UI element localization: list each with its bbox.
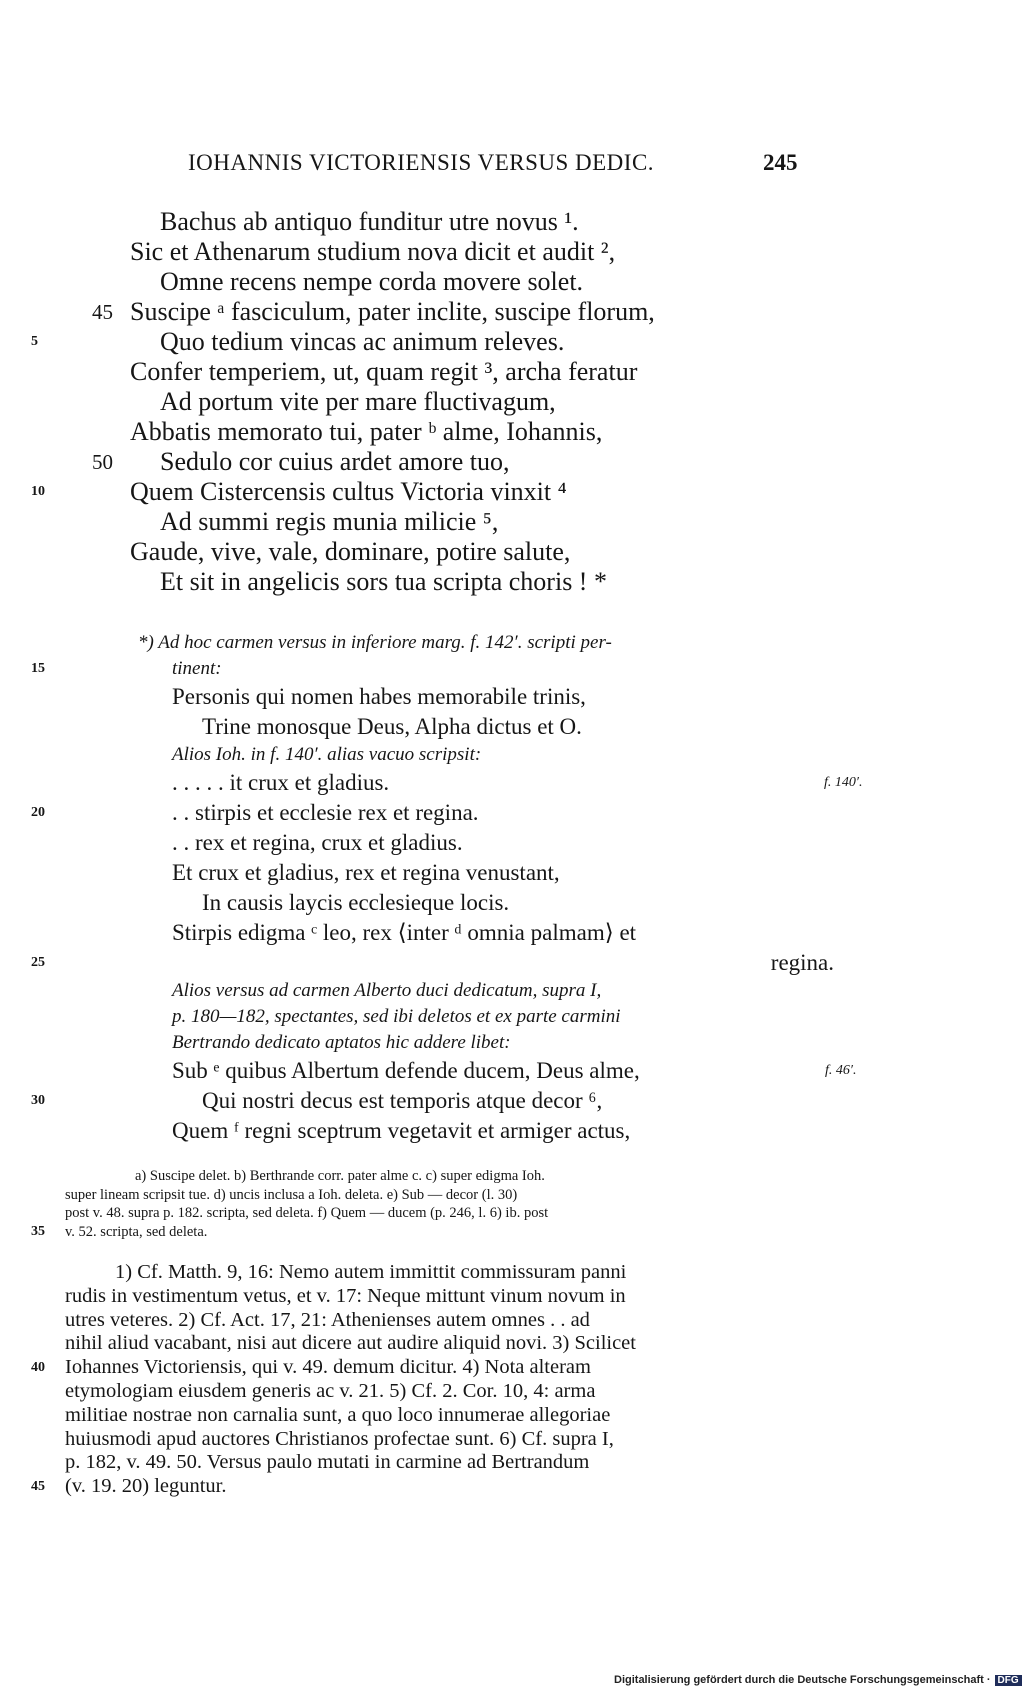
editor-note xyxy=(60,978,960,1004)
footnote-text: (v. 19. 20) leguntur. xyxy=(65,1475,227,1498)
verse-text: Qui nostri decus est temporis atque decor ⁶, xyxy=(202,1088,603,1113)
apparatus-text: v. 52. scripta, sed deleta. xyxy=(65,1223,208,1240)
editor-note xyxy=(60,1004,960,1030)
footnote-line xyxy=(60,1261,960,1285)
verse-text: . . . . . it crux et gladius. xyxy=(172,770,390,795)
verse-line xyxy=(60,357,960,387)
verse-number: 50 xyxy=(92,450,113,474)
verse-line xyxy=(60,712,960,742)
verse-line xyxy=(60,1116,960,1146)
footnote-line xyxy=(60,1380,960,1404)
footnote-line xyxy=(31,1356,960,1380)
apparatus-line xyxy=(31,1223,960,1242)
verse-line xyxy=(60,858,960,888)
side-line-number: 35 xyxy=(31,1223,45,1239)
footnote-text: 1) Cf. Matth. 9, 16: Nemo autem immittit commissuram panni xyxy=(115,1261,627,1283)
verse-text: Sedulo cor cuius ardet amore tuo, xyxy=(160,447,510,476)
side-line-number: 5 xyxy=(31,334,38,349)
verse-text: . . rex et regina, crux et gladius. xyxy=(172,830,463,855)
side-line-number: 40 xyxy=(31,1360,45,1376)
apparatus-line xyxy=(60,1167,960,1186)
verse-line xyxy=(31,327,960,357)
verse-text: Ad summi regis munia milicie ⁵, xyxy=(160,507,499,536)
verse-text: Quem ᶠ regni sceptrum vegetavit et armiger actus, xyxy=(172,1118,631,1143)
editor-note xyxy=(60,742,960,768)
verse-text: . . stirpis et ecclesie rex et regina. xyxy=(172,800,479,825)
verse-line xyxy=(60,417,960,447)
apparatus-line xyxy=(60,1186,960,1205)
verse-text: Suscipe ᵃ fasciculum, pater inclite, suscipe florum, xyxy=(130,297,655,326)
editor-note xyxy=(60,1030,960,1056)
side-line-number: 20 xyxy=(31,805,45,820)
footer-text: Digitalisierung gefördert durch die Deutsche Forschungsgemeinschaft · xyxy=(614,1674,991,1686)
note-text: tinent: xyxy=(172,658,222,679)
note-text: Bertrando dedicato aptatos hic addere libet: xyxy=(172,1032,511,1053)
editor-note xyxy=(60,630,960,656)
verse-text: Quem Cistercensis cultus Victoria vinxit ⁴ xyxy=(130,477,567,506)
verse-text: In causis laycis ecclesieque locis. xyxy=(202,890,510,915)
running-head: IOHANNIS VICTORIENSIS VERSUS DEDIC. xyxy=(188,150,655,175)
verse-text: Sub ᵉ quibus Albertum defende ducem, Deus alme, xyxy=(172,1058,640,1083)
verse-line xyxy=(31,1086,960,1116)
verse-line xyxy=(60,768,960,798)
footnote-text: militiae nostrae non carnalia sunt, a quo loco innumerae allegoriae xyxy=(65,1403,611,1426)
side-line-number: 45 xyxy=(31,1479,45,1495)
side-line-number: 25 xyxy=(31,955,45,970)
verse-text: Et crux et gladius, rex et regina venustant, xyxy=(172,860,560,885)
verse-text: Gaude, vive, vale, dominare, potire salute, xyxy=(130,537,571,566)
verse-number: 45 xyxy=(92,300,113,324)
verse-text: Bachus ab antiquo funditur utre novus ¹. xyxy=(160,207,579,236)
verse-line xyxy=(60,682,960,712)
apparatus-text: post v. 48. supra p. 182. scripta, sed deleta. f) Quem — ducem (p. 246, l. 6) ib. post xyxy=(65,1205,549,1221)
side-line-number: 30 xyxy=(31,1093,45,1108)
footnotes xyxy=(31,1261,960,1499)
verse-line xyxy=(60,207,960,237)
side-line-number: 10 xyxy=(31,484,45,499)
note-text: *) Ad hoc carmen versus in inferiore marg. f. 142′. scripti per- xyxy=(138,632,612,653)
verse-line xyxy=(31,477,960,507)
folio-marker: f. 140′. xyxy=(824,775,863,790)
digitization-footer xyxy=(614,1674,1022,1686)
poem-block xyxy=(31,207,960,597)
verse-line xyxy=(31,798,960,828)
verse-line xyxy=(60,237,960,267)
footnote-line xyxy=(60,1332,960,1356)
footnote-text: huiusmodi apud auctores Christianos profectae sunt. 6) Cf. supra I, xyxy=(65,1427,614,1450)
verse-text: Abbatis memorato tui, pater ᵇ alme, Iohannis, xyxy=(130,417,603,446)
folio-marker: f. 46′. xyxy=(825,1063,857,1078)
apparatus-text: a) Suscipe delet. b) Berthrande corr. pater alme c. c) super edigma Ioh. xyxy=(135,1168,545,1184)
verse-line xyxy=(60,567,960,597)
page-number: 245 xyxy=(763,150,798,175)
verse-line xyxy=(60,828,960,858)
verse-line xyxy=(60,1056,960,1086)
footnote-line xyxy=(60,1285,960,1309)
verse-text: Sic et Athenarum studium nova dicit et audit ², xyxy=(130,237,616,266)
note-text: Alios versus ad carmen Alberto duci dedicatum, supra I, xyxy=(172,980,602,1001)
critical-apparatus xyxy=(31,1167,960,1241)
verse-line xyxy=(60,447,960,477)
side-line-number: 15 xyxy=(31,661,45,676)
footnote-text: etymologiam eiusdem generis ac v. 21. 5) Cf. 2. Cor. 10, 4: arma xyxy=(65,1379,596,1402)
footnote-line xyxy=(60,1451,960,1475)
footnote-line xyxy=(60,1309,960,1333)
verse-text: Trine monosque Deus, Alpha dictus et O. xyxy=(202,714,582,739)
footnote-text: rudis in vestimentum vetus, et v. 17: Neque mittunt vinum novum in xyxy=(65,1284,626,1307)
footnote-text: p. 182, v. 49. 50. Versus paulo mutati in carmine ad Bertrandum xyxy=(65,1451,590,1474)
supplement-block xyxy=(31,630,960,1146)
verse-line xyxy=(60,507,960,537)
verse-line xyxy=(60,918,960,948)
footnote-text: nihil aliud vacabant, nisi aut dicere aut audire aliquid novi. 3) Scilicet xyxy=(65,1332,636,1355)
verse-line xyxy=(60,888,960,918)
dfg-logo: DFG xyxy=(995,1675,1022,1686)
footnote-line xyxy=(31,1475,960,1499)
verse-line xyxy=(60,537,960,567)
footnote-line xyxy=(60,1404,960,1428)
apparatus-line xyxy=(60,1204,960,1223)
verse-line xyxy=(60,387,960,417)
verse-text: Personis qui nomen habes memorabile trinis, xyxy=(172,684,586,709)
editor-note xyxy=(31,656,960,682)
verse-text: Stirpis edigma ᶜ leo, rex ⟨inter ᵈ omnia palmam⟩ et xyxy=(172,920,637,945)
verse-text: Quo tedium vincas ac animum releves. xyxy=(160,327,565,356)
footnote-line xyxy=(60,1428,960,1452)
verse-line xyxy=(60,267,960,297)
verse-text: Confer temperiem, ut, quam regit ³, archa feratur xyxy=(130,357,638,386)
verse-text: Omne recens nempe corda movere solet. xyxy=(160,267,584,296)
verse-line xyxy=(60,297,960,327)
footnote-text: Iohannes Victoriensis, qui v. 49. demum dicitur. 4) Nota alteram xyxy=(65,1356,591,1379)
note-text: p. 180—182, spectantes, sed ibi deletos et ex parte carmini xyxy=(172,1006,621,1027)
verse-line xyxy=(31,948,960,978)
note-text: Alios Ioh. in f. 140′. alias vacuo scripsit: xyxy=(172,744,482,765)
footnote-text: utres veteres. 2) Cf. Act. 17, 21: Athenienses autem omnes . . ad xyxy=(65,1308,590,1331)
apparatus-text: super lineam scripsit tue. d) uncis inclusa a Ioh. deleta. e) Sub — decor (l. 30) xyxy=(65,1186,518,1203)
verse-text: Et sit in angelicis sors tua scripta choris ! * xyxy=(160,567,607,596)
verse-text: regina. xyxy=(770,950,834,975)
verse-text: Ad portum vite per mare fluctivagum, xyxy=(160,387,556,416)
